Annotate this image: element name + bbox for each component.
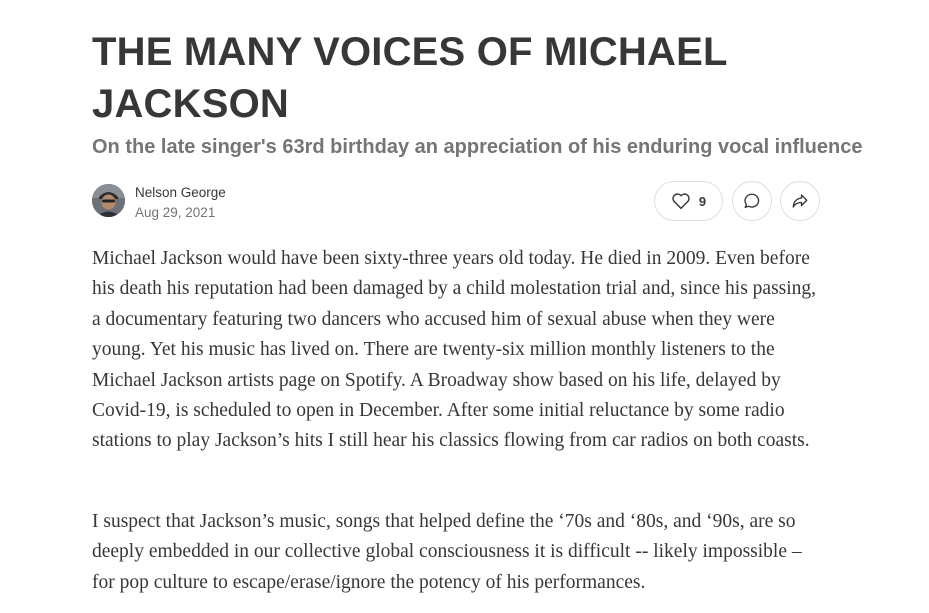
like-count: 9 xyxy=(698,193,707,209)
like-button[interactable] xyxy=(654,181,723,221)
share-icon xyxy=(791,192,809,210)
avatar-photo xyxy=(92,184,125,217)
share-button[interactable] xyxy=(780,181,820,221)
heart-icon xyxy=(671,192,691,210)
comment-button[interactable] xyxy=(732,181,772,221)
article-subtitle: On the late singer's 63rd birthday an appreciation of his enduring vocal influence xyxy=(92,136,863,158)
article-paragraph: I suspect that Jackson’s music, songs that helped define the ‘70s and ‘80s, and ‘90s, are so deeply embedded in our collective global consciousness it is difficult -- likely impossible – for pop culture to escape/erase/ignore the potency of his performances. xyxy=(92,511,802,593)
comment-icon xyxy=(743,192,761,210)
author-avatar[interactable] xyxy=(92,184,125,217)
post-date: Aug 29, 2021 xyxy=(135,205,216,220)
author-name[interactable]: Nelson George xyxy=(135,185,226,200)
article-title: THE MANY VOICES OF MICHAEL JACKSON xyxy=(92,30,727,126)
article-paragraph: Michael Jackson would have been sixty-three years old today. He died in 2009. Even before his death his reputation had been damaged by a child molestation trial and, since his passing, a documentary featuring two dancers who accused him of sexual abuse when they were young. Yet his music has lived on. There are twenty-six million monthly listeners to the Michael Jackson artists page on Spotify. A Broadway show based on his life, delayed by Covid-19, is scheduled to open in December. After some initial reluctance by some radio stations to play Jackson’s hits I still hear his classics flowing from car radios on both coasts. xyxy=(92,248,817,452)
